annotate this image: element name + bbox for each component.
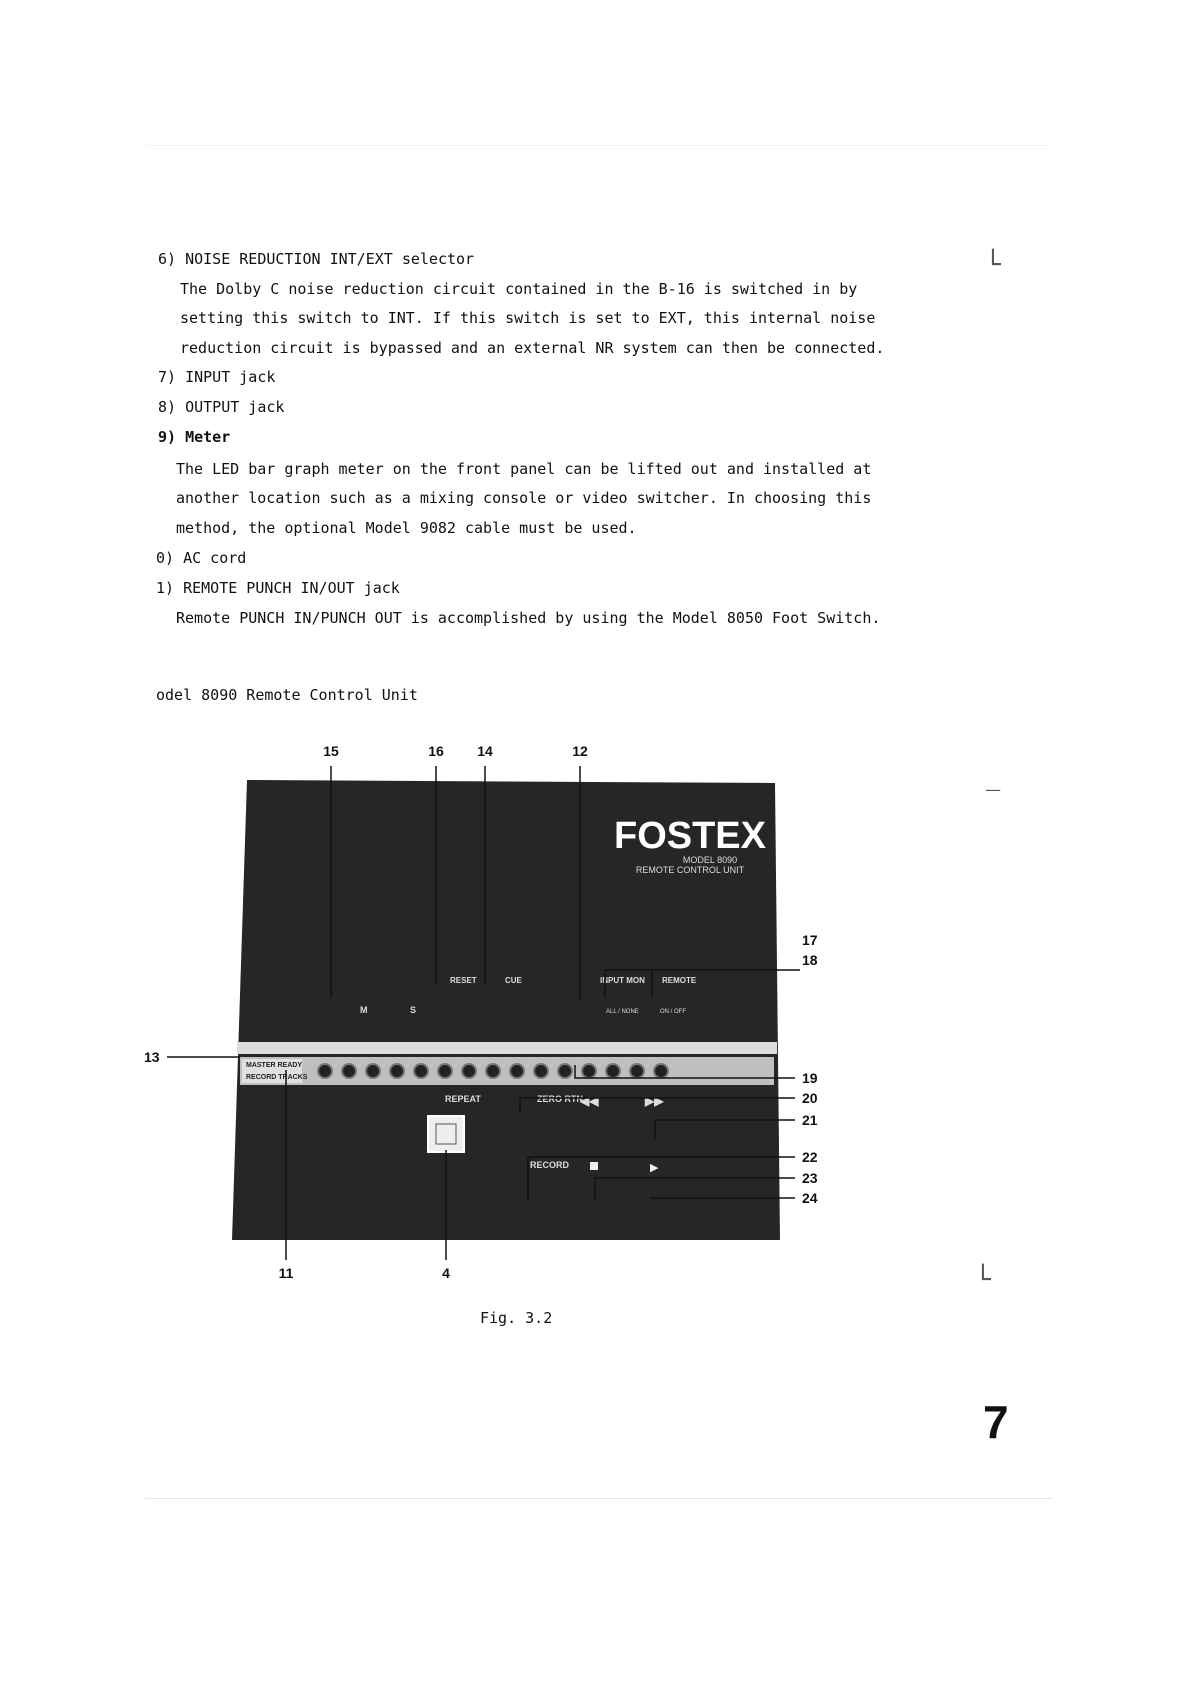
binding-mark: —	[985, 780, 1001, 799]
cue-label: CUE	[505, 976, 522, 985]
item-desc-line: The LED bar graph meter on the front panel can be lifted out and installed at	[176, 460, 872, 478]
item-heading-output-jack: 8) OUTPUT jack	[158, 398, 285, 416]
binding-mark: └	[975, 1265, 991, 1295]
remote-control-figure	[140, 730, 900, 1310]
callout-13: 13	[144, 1049, 160, 1065]
item-desc-line: another location such as a mixing console or video switcher. In choosing this	[176, 489, 872, 507]
callout-21: 21	[802, 1112, 818, 1128]
record-label: RECORD	[530, 1160, 570, 1170]
brand-logo: FOSTEX	[613, 815, 767, 857]
callout-19: 19	[802, 1070, 818, 1086]
item-desc-line: reduction circuit is bypassed and an external NR system can then be connected.	[180, 339, 885, 357]
reset-label: RESET	[450, 976, 477, 985]
repeat-label: REPEAT	[445, 1094, 481, 1104]
stop-icon	[590, 1162, 598, 1170]
input-mon-label: INPUT MON	[600, 976, 645, 985]
figure-caption: Fig. 3.2	[480, 1309, 553, 1327]
callout-4: 4	[442, 1265, 450, 1281]
callout-23: 23	[802, 1170, 818, 1186]
callout-20: 20	[802, 1090, 818, 1106]
all-none-label: ALL / NONE	[606, 1009, 639, 1015]
binding-mark: └	[985, 250, 1001, 280]
item-heading-ac-cord: 0) AC cord	[156, 549, 247, 567]
item-heading-remote-punch: 1) REMOTE PUNCH IN/OUT jack	[156, 579, 400, 597]
play-icon: ▶	[650, 1162, 659, 1174]
item-desc-line: setting this switch to INT. If this switch is set to EXT, this internal noise	[180, 309, 876, 327]
item-desc-line: method, the optional Model 9082 cable must be used.	[176, 519, 637, 537]
callout-14: 14	[477, 743, 493, 759]
record-tracks-label: RECORD TRACKS	[246, 1074, 308, 1081]
item-heading-input-jack: 7) INPUT jack	[158, 368, 276, 386]
callout-11: 11	[278, 1265, 294, 1281]
s-label: S	[410, 1005, 417, 1015]
model-label: MODEL 8090	[682, 855, 738, 865]
zero-rtn-label: ZERO RTN	[537, 1094, 583, 1104]
meter-strip	[237, 1042, 777, 1054]
remote-label: REMOTE	[662, 976, 697, 985]
section-title: odel 8090 Remote Control Unit	[156, 686, 418, 704]
unit-label: REMOTE CONTROL UNIT	[635, 865, 745, 875]
item-desc-line: Remote PUNCH IN/PUNCH OUT is accomplished by using the Model 8050 Foot Switch.	[176, 609, 881, 627]
callout-12: 12	[572, 743, 588, 759]
repeat-button	[428, 1116, 464, 1152]
item-heading-nr-selector: 6) NOISE REDUCTION INT/EXT selector	[158, 250, 475, 268]
track-buttons	[318, 1064, 668, 1078]
fast-forward-icon: ▶▶	[645, 1094, 664, 1108]
callout-16: 16	[428, 743, 444, 759]
callout-17: 17	[802, 932, 818, 948]
callout-22: 22	[802, 1149, 818, 1165]
callout-15: 15	[323, 743, 339, 759]
callout-18: 18	[802, 952, 818, 968]
item-desc-line: The Dolby C noise reduction circuit contained in the B-16 is switched in by	[180, 280, 858, 298]
on-off-label: ON / OFF	[660, 1009, 686, 1015]
callout-24: 24	[802, 1190, 818, 1206]
master-ready-label: MASTER READY	[246, 1062, 303, 1069]
rewind-icon: ◀◀	[580, 1094, 599, 1108]
page-number: 7	[983, 1396, 1009, 1448]
item-heading-meter: 9) Meter	[158, 428, 231, 446]
m-label: M	[360, 1005, 368, 1015]
